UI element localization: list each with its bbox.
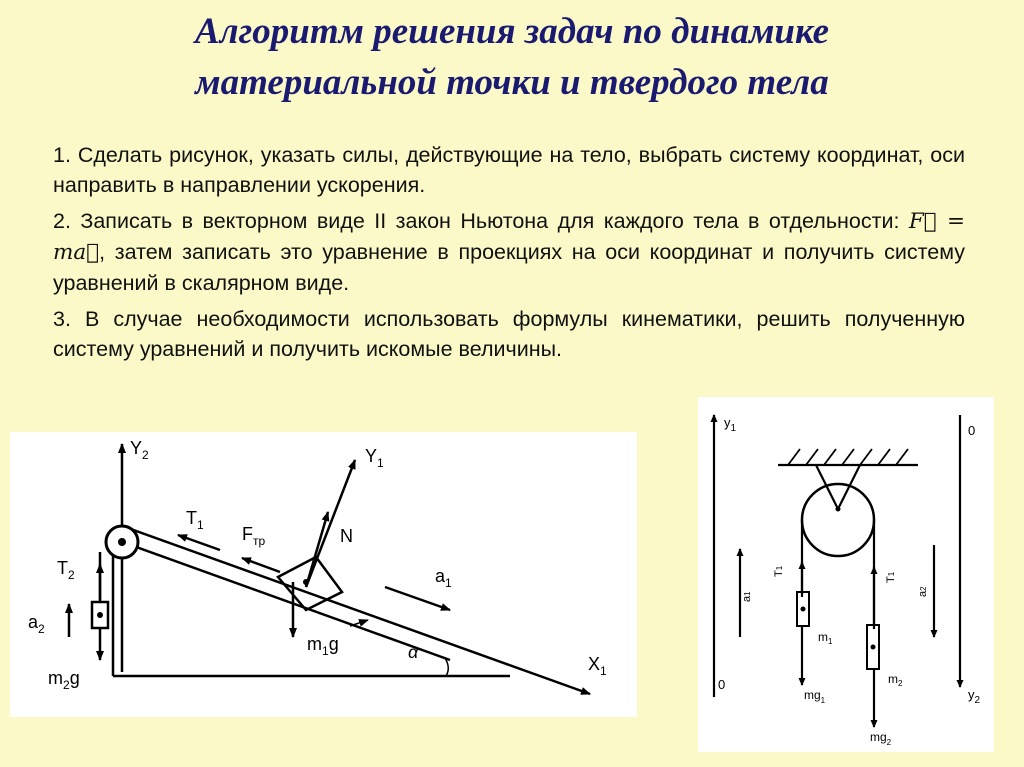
title-line-2: материальной точки и твердого тела bbox=[195, 62, 829, 103]
ceiling-hatch bbox=[788, 449, 908, 465]
m2-label-right: $m_2$ bbox=[888, 672, 903, 688]
n-label: N bbox=[340, 526, 353, 546]
step-3: 3. В случае необходимости использовать формулы кинематики, решить полученную систему уравнений и получить искомые величины. bbox=[53, 307, 965, 361]
x1-label: $X_1$ bbox=[588, 654, 607, 678]
atwood-diagram-svg bbox=[698, 397, 994, 752]
m1g-label: $m_1g$ bbox=[307, 634, 339, 658]
step-2-before: 2. Записать в векторном виде II закон Ньютона для каждого тела в отдельности: bbox=[53, 209, 909, 233]
a1-arrow bbox=[385, 587, 450, 610]
mg-label-right: $mg_2$ bbox=[870, 730, 892, 747]
m2g-label: $m_2g$ bbox=[48, 668, 80, 692]
y2-label: $Y_2$ bbox=[130, 438, 149, 462]
a2-label-right: a2 bbox=[917, 586, 929, 597]
mg-label-left: $mg_1$ bbox=[804, 688, 826, 705]
t2-label: $T_2$ bbox=[57, 558, 75, 582]
step-1: 1. Сделать рисунок, указать силы, действующие на тело, выбрать систему координат, оси направить в направлении ускорения. bbox=[53, 143, 965, 197]
zero-bottom-label: 0 bbox=[718, 677, 726, 692]
y1-axis bbox=[306, 460, 355, 587]
incline-diagram bbox=[10, 432, 637, 717]
t1-label: $T_1$ bbox=[186, 508, 204, 532]
step-2 bbox=[53, 206, 965, 298]
t1-label-left: T1 bbox=[773, 565, 785, 577]
y1-label: $Y_1$ bbox=[365, 446, 384, 470]
incline-slope bbox=[125, 527, 590, 694]
atwood-diagram bbox=[698, 397, 994, 752]
angle-arc bbox=[445, 658, 448, 676]
incline-diagram-svg bbox=[10, 432, 637, 717]
algorithm-steps bbox=[53, 140, 965, 370]
a1-label-right: a1 bbox=[741, 591, 753, 602]
ftr-label: $F_{тр}$ bbox=[242, 524, 266, 548]
zero-top-label: 0 bbox=[968, 423, 976, 438]
slide-title bbox=[0, 6, 1024, 108]
m1-label-right: $m_1$ bbox=[818, 630, 833, 646]
title-line-1: Алгоритм решения задач по динамике bbox=[194, 11, 830, 52]
a2-label: $a_2$ bbox=[28, 612, 45, 636]
incline-slope-upper bbox=[125, 543, 450, 660]
a1-label: $a_1$ bbox=[435, 566, 452, 590]
t1-label-right: T1 bbox=[885, 571, 897, 583]
y1-label-right: $y_1$ bbox=[724, 415, 737, 434]
n-arrow bbox=[306, 512, 328, 587]
pulley-right bbox=[802, 484, 874, 556]
newton-formula: F⃗ = ma⃗ bbox=[53, 209, 966, 265]
alpha-label: α bbox=[408, 642, 419, 662]
step-2-after: , затем записать это уравнение в проекциях на оси координат и получить систему уравнений в скалярном виде. bbox=[53, 240, 965, 295]
y2-label-right: $y_2$ bbox=[968, 687, 981, 706]
